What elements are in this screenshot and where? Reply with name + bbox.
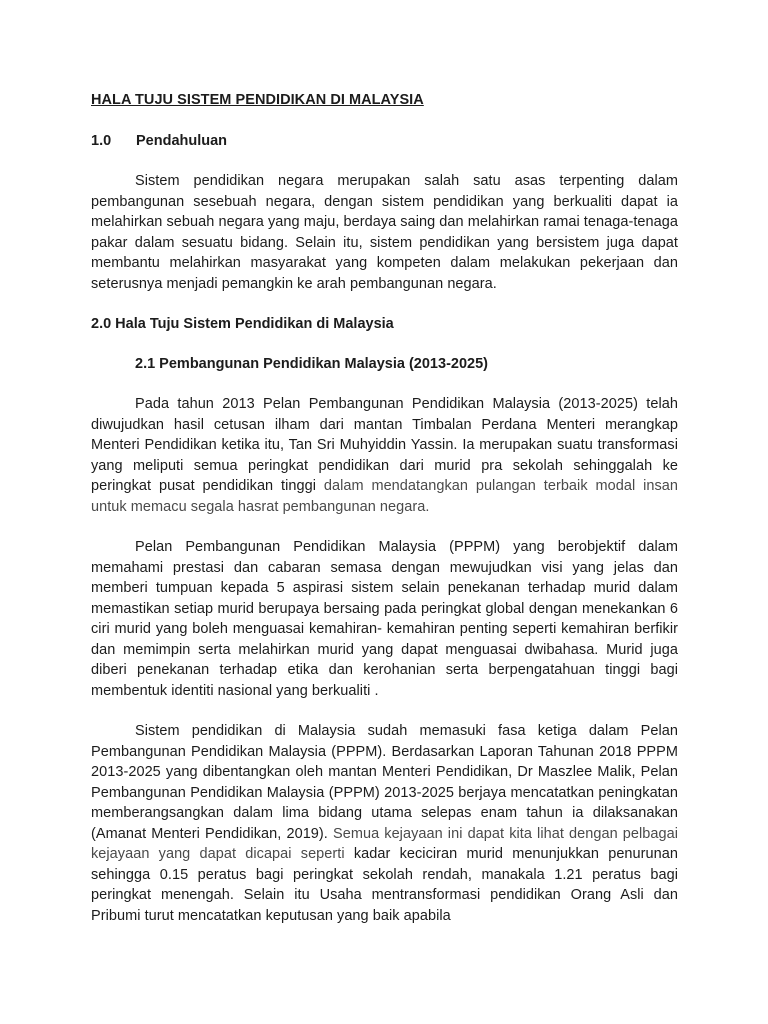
subsection-paragraph-3 — [91, 721, 678, 926]
subsection-2-1-heading: 2.1 Pembangunan Pendidikan Malaysia (2013-2025) — [135, 356, 488, 372]
document-page — [91, 90, 678, 926]
subsection-paragraph-1 — [91, 394, 678, 517]
section-1-number: 1.0 — [91, 133, 112, 149]
paragraph-3-muted: Semua kejayaan ini dapat kita lihat dengan pelbagai kejayaan yang dapat dicapai seperti — [91, 825, 679, 862]
document-title: HALA TUJU SISTEM PENDIDIKAN DI MALAYSIA — [91, 92, 424, 108]
paragraph-1-muted: dalam mendatangkan pulangan terbaik modal insan untuk memacu segala hasrat pembangunan negara. — [91, 478, 678, 515]
paragraph-1-main: Pada tahun 2013 Pelan Pembangunan Pendidikan Malaysia (2013-2025) telah diwujudkan hasil cetusan ilham dari mantan Timbalan Perdana Menteri merangkap Menteri Pendidikan ketika itu, Tan Sri Muhyiddin Yassin. Ia merupakan suatu transformasi yang meliputi semua peringkat pendidikan dari murid pra sekolah sehinggalah ke peringkat pusat pendidikan tinggi — [91, 396, 678, 494]
section-1-title: Pendahuluan — [136, 133, 228, 149]
section-2-heading: 2.0 Hala Tuju Sistem Pendidikan di Malaysia — [91, 316, 394, 332]
section-1-paragraph: Sistem pendidikan negara merupakan salah satu asas terpenting dalam pembangunan sesebuah negara, dengan sistem pendidikan yang berkualiti dapat ia melahirkan sebuah negara yang maju, berdaya saing dan melahirkan ramai tenaga-tenaga pakar dalam sesuatu bidang. Selain itu, sistem pendidikan yang bersistem juga dapat membantu melahirkan masyarakat yang kompeten dalam melakukan pekerjaan dan seterusnya menjadi pemangkin ke arah pembangunan negara. — [91, 173, 678, 292]
section-1-heading — [91, 131, 678, 151]
subsection-paragraph-2: Pelan Pembangunan Pendidikan Malaysia (PPPM) yang berobjektif dalam memahami prestasi dan cabaran semasa dengan mewujudkan visi yang jelas dan memberi tumpuan kepada 5 aspirasi sistem selain penekanan terhadap murid dalam memastikan setiap murid berupaya bersaing pada peringkat global dengan menekankan 6 ciri murid yang boleh menguasai kemahiran- kemahiran penting seperti kemahiran berfikir dan memimpin serta melahirkan murid yang dapat menguasai dwibahasa. Murid juga diberi penekanan terhadap etika dan kerohanian serta berpengatahuan tinggi bagi membentuk identiti nasional yang berkualiti . — [91, 539, 678, 699]
paragraph-3-part-1: Sistem pendidikan di Malaysia sudah memasuki fasa ketiga dalam Pelan Pembangunan Pendidikan Malaysia (PPPM). Berdasarkan Laporan Tahunan 2018 PPPM 2013-2025 yang dibentangkan oleh mantan Menteri Pendidikan, Dr Maszlee Malik, Pelan Pembangunan Pendidikan Malaysia (PPPM) 2013-2025 berjaya mencatatkan peningkatan memberangsangkan dalam lima bidang utama selepas enam tahun ia dilaksanakan (Amanat Menteri Pendidikan, 2019). — [91, 723, 678, 842]
paragraph-3-part-2: kadar keciciran murid menunjukkan penurunan sehingga 0.15 peratus bagi peringkat sekolah rendah, manakala 1.21 peratus bagi peringkat menengah. Selain itu Usaha mentransformasi pendidikan Orang Asli dan Pribumi turut mencatatkan keputusan yang baik apabila — [91, 846, 678, 924]
